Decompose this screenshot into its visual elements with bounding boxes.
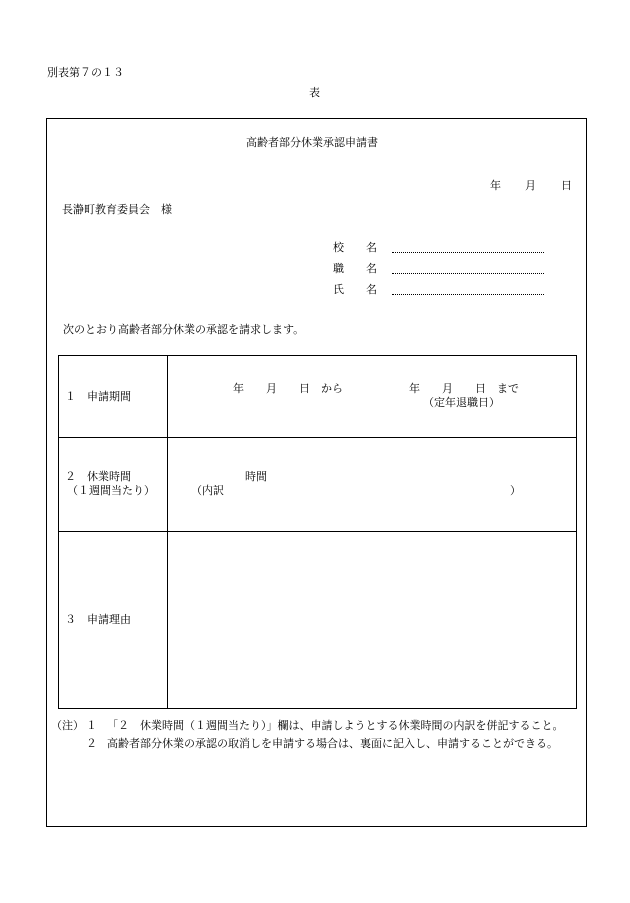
note-number: ２	[86, 737, 97, 750]
form-title: 高齢者部分休業承認申請書	[246, 136, 378, 149]
breakdown-open: （内訳	[191, 484, 224, 497]
addressee: 長瀞町教育委員会 様	[62, 203, 172, 216]
name-line	[392, 294, 544, 295]
name-label: 氏 名	[333, 283, 377, 296]
date-day: 日	[561, 179, 572, 192]
note-number: １	[86, 719, 97, 732]
hours-unit: 時間	[245, 470, 267, 483]
date-month: 月	[525, 179, 536, 192]
school-name-label: 校 名	[333, 241, 377, 254]
date-year: 年	[490, 179, 501, 192]
note-text: 「２ 休業時間（１週間当たり）」欄は、申請しようとする休業時間の内訳を併記すること。	[107, 719, 564, 732]
leave-hours-label: ２ 休業時間	[65, 470, 131, 483]
intro-text: 次のとおり高齢者部分休業の承認を請求します。	[63, 323, 305, 336]
application-table	[58, 355, 577, 709]
side-label: 表	[309, 86, 320, 99]
breakdown-close: ）	[510, 484, 521, 497]
notes-prefix: （注）	[51, 719, 84, 732]
school-name-line	[392, 252, 544, 253]
form-number: 別表第７の１３	[47, 66, 124, 79]
table-row-divider	[59, 531, 576, 532]
position-label: 職 名	[333, 262, 377, 275]
note-text: 高齢者部分休業の承認の取消しを申請する場合は、裏面に記入し、申請することができる。	[107, 737, 558, 750]
period-range: 年 月 日 から 年 月 日 まで	[233, 382, 519, 395]
period-label: １ 申請期間	[65, 390, 131, 403]
retirement-date-note: （定年退職日）	[423, 396, 500, 409]
table-row-divider	[59, 437, 576, 438]
position-line	[392, 273, 544, 274]
leave-hours-sublabel: （１週間当たり）	[67, 484, 155, 497]
reason-label: ３ 申請理由	[65, 613, 131, 626]
table-column-divider	[167, 356, 168, 708]
